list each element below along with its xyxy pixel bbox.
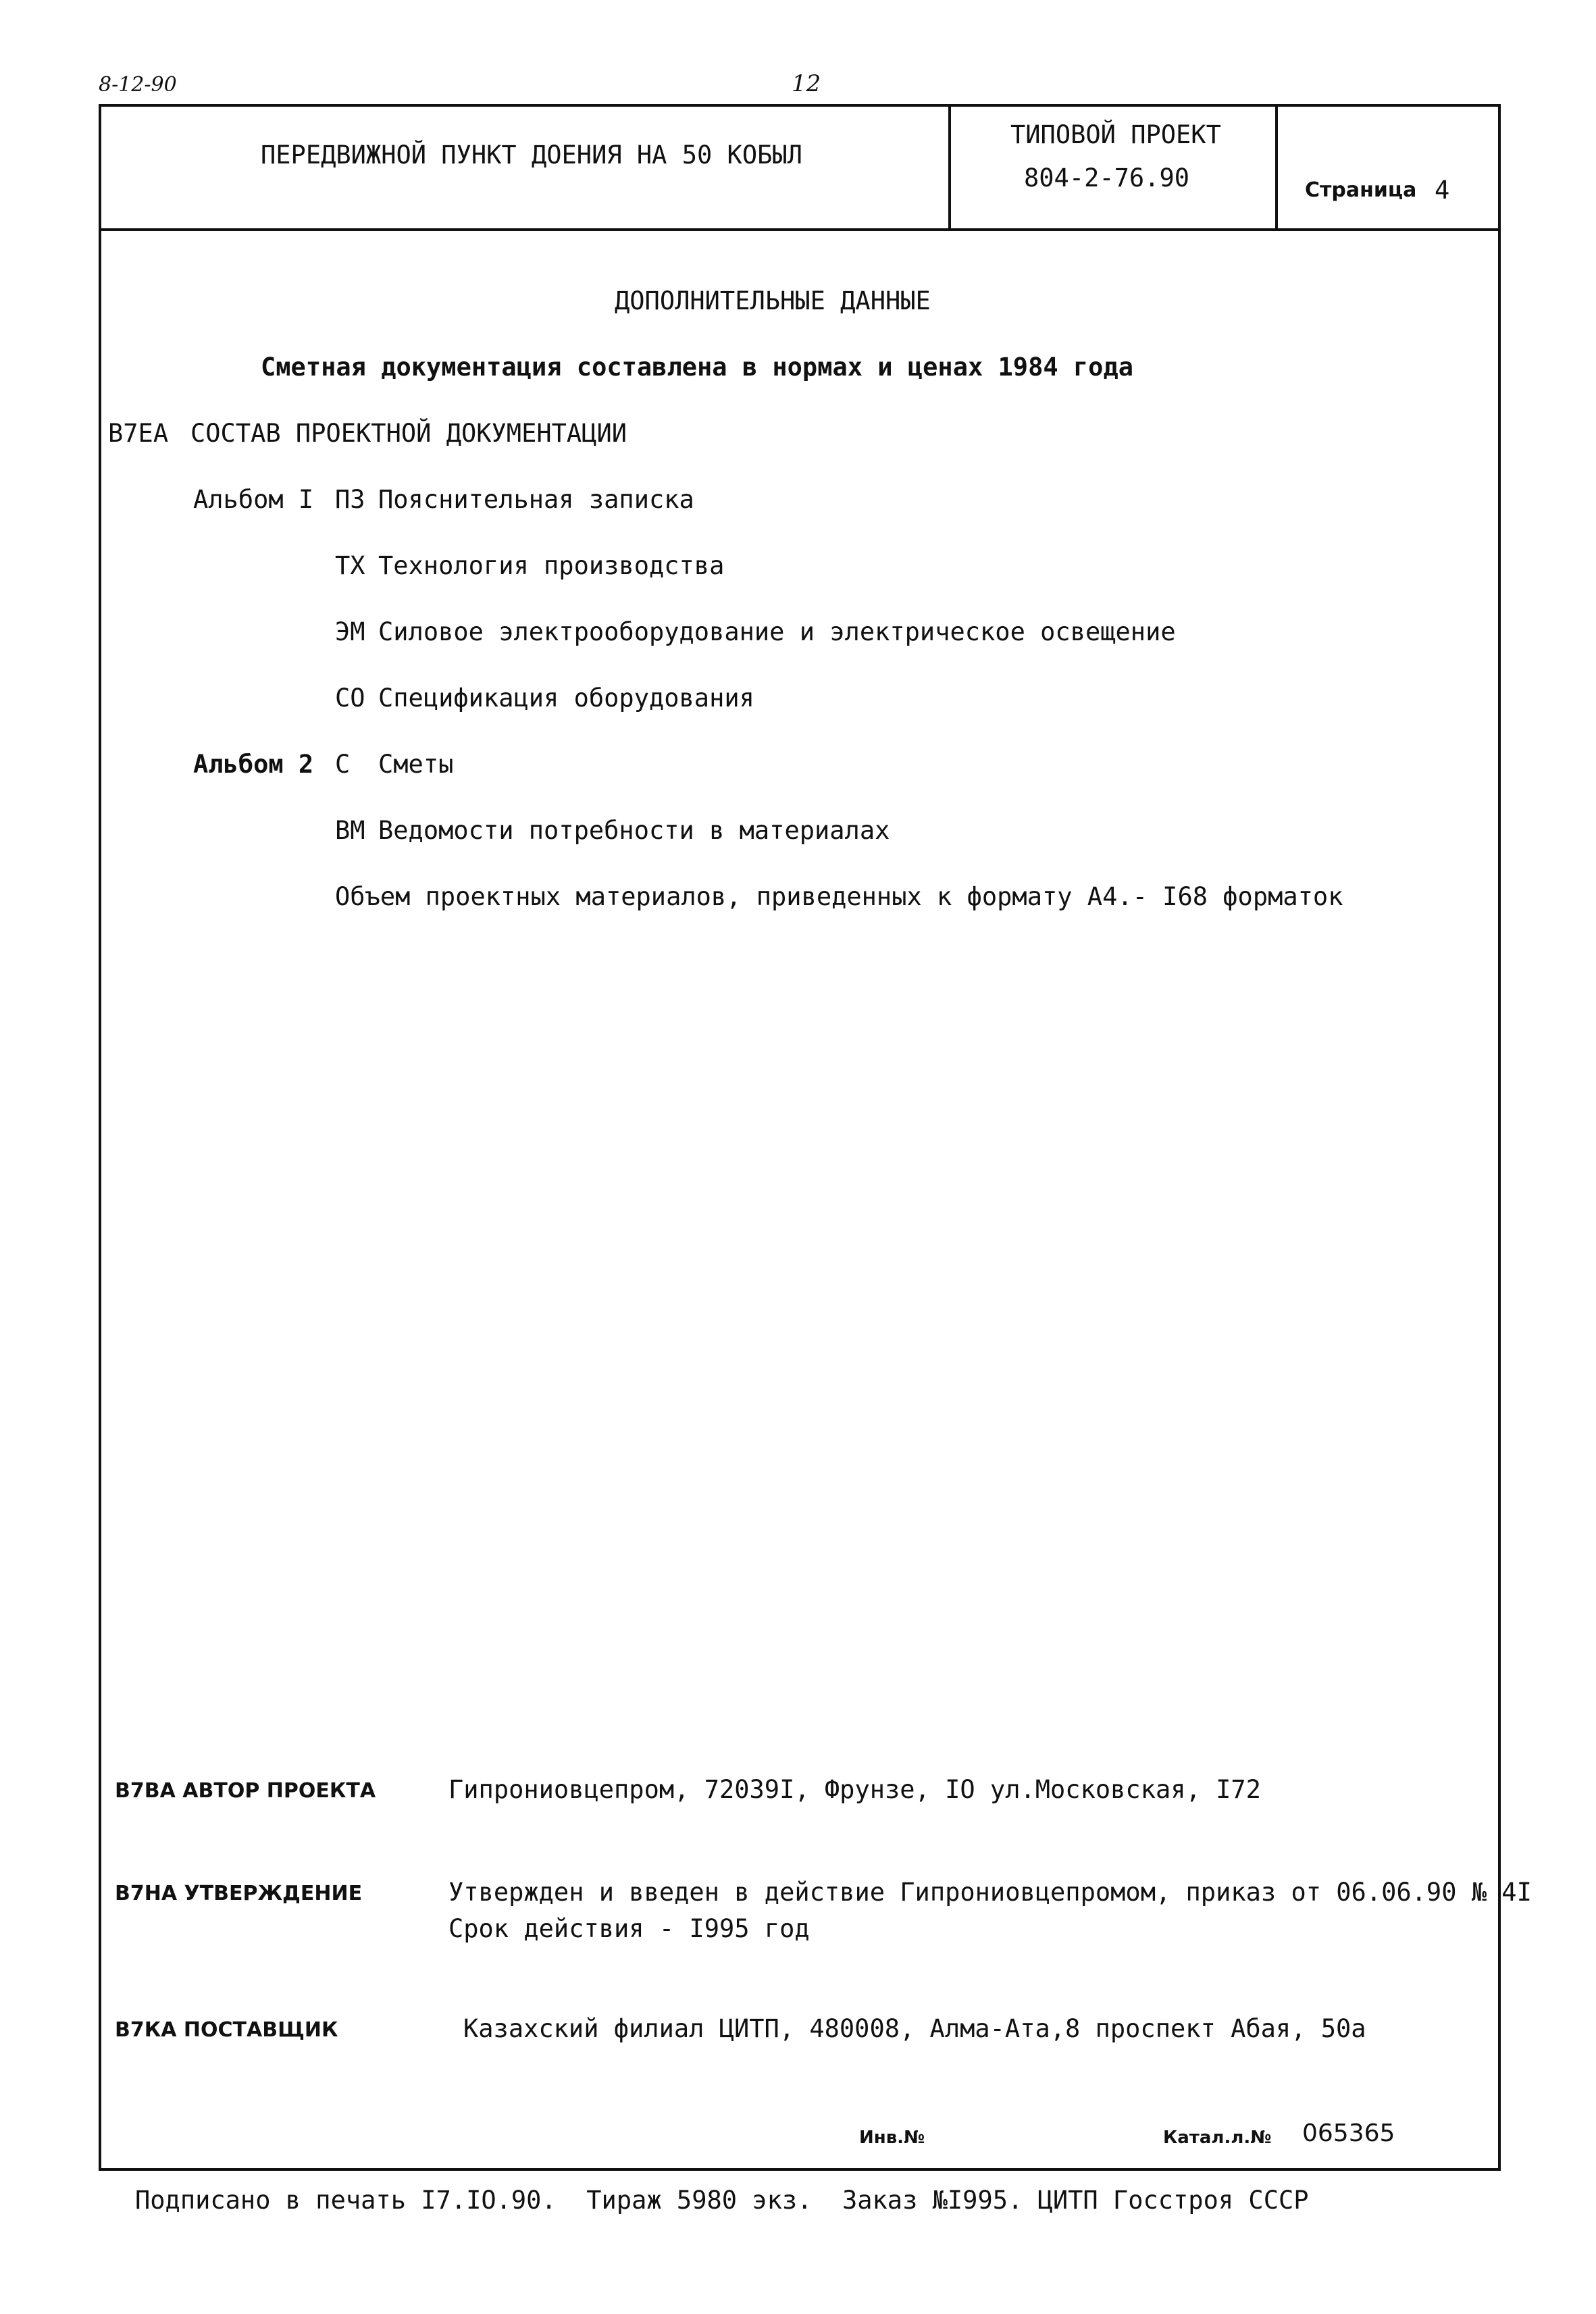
- supplier-value: Казахский филиал ЦИТП, 480008, Алма-Ата,8 проспект Абая, 50а: [463, 2014, 1366, 2043]
- volume-note: Объем проектных материалов, приведенных к формату А4.- I68 форматок: [335, 882, 1343, 911]
- approval-value-line1: Утвержден и введен в действие Гипрониовцепромом, приказ от 06.06.90 № 4I: [448, 1878, 1532, 1907]
- album2-item-code: ВМ: [335, 816, 365, 845]
- catalog-label: Катал.л.№: [1163, 2128, 1272, 2148]
- album1-item-text: Технология производства: [378, 551, 725, 580]
- album2-label: Альбом 2: [193, 750, 314, 779]
- album2-item-text: Ведомости потребности в материалах: [378, 816, 890, 845]
- document-title: ПЕРЕДВИЖНОЙ ПУНКТ ДОЕНИЯ НА 50 КОБЫЛ: [261, 140, 802, 170]
- album1-item-code: СО: [335, 684, 365, 713]
- album1-item-text: Спецификация оборудования: [378, 684, 754, 713]
- page-frame: [99, 104, 1501, 2171]
- approval-value-line2: Срок действия - I995 год: [448, 1914, 810, 1943]
- album1-item-code: ЭМ: [335, 617, 365, 646]
- album1-item-text: Пояснительная записка: [378, 485, 694, 514]
- project-label: ТИПОВОЙ ПРОЕКТ: [1010, 120, 1221, 149]
- album1-item-text: Силовое электрооборудование и электрическое освещение: [378, 617, 1176, 646]
- header-col-divider-1: [948, 104, 951, 231]
- imprint-line: Подписано в печать I7.IO.90. Тираж 5980 экз. Заказ №I995. ЦИТП Госстроя СССР: [135, 2186, 1309, 2215]
- album2-item-text: Сметы: [378, 750, 454, 779]
- author-value: Гипрониовцепром, 72039I, Фрунзе, IO ул.Московская, I72: [448, 1775, 1261, 1804]
- album1-item-code: ТХ: [335, 551, 365, 580]
- inventory-label: Инв.№: [859, 2128, 925, 2148]
- composition-code: В7ЕА: [108, 419, 169, 448]
- album2-item-code: С: [335, 750, 351, 779]
- album1-item-code: ПЗ: [335, 485, 365, 514]
- header-divider: [99, 228, 1501, 231]
- estimate-note: Сметная документация составлена в нормах и ценах 1984 года: [261, 353, 1134, 382]
- section-title: ДОПОЛНИТЕЛЬНЫЕ ДАННЫЕ: [615, 286, 931, 315]
- document-date: 8-12-90: [99, 73, 177, 97]
- header-col-divider-2: [1275, 104, 1278, 231]
- album1-label: Альбом I: [193, 485, 314, 514]
- composition-title: СОСТАВ ПРОЕКТНОЙ ДОКУМЕНТАЦИИ: [190, 419, 627, 448]
- page-value: 4: [1435, 176, 1450, 205]
- sheet-number: 12: [792, 70, 821, 97]
- author-label: В7ВА АВТОР ПРОЕКТА: [115, 1779, 376, 1803]
- page-label: Страница: [1305, 178, 1417, 202]
- catalog-value: 065365: [1302, 2119, 1395, 2147]
- supplier-label: В7КА ПОСТАВЩИК: [115, 2018, 338, 2042]
- project-code: 804-2-76.90: [1024, 163, 1190, 192]
- approval-label: В7НА УТВЕРЖДЕНИЕ: [115, 1882, 363, 1905]
